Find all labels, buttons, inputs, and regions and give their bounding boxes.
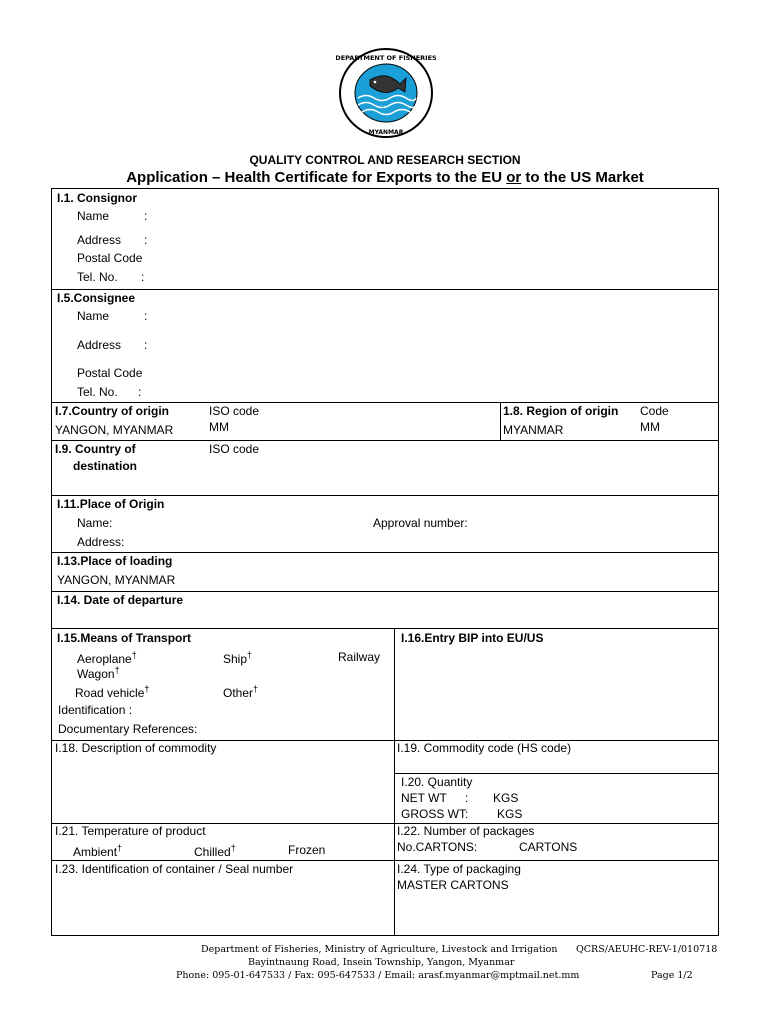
consignor-tel-label: Tel. No.	[77, 270, 118, 284]
temperature-frozen: Frozen	[288, 843, 326, 857]
ship-label: Ship	[223, 652, 248, 666]
commodity-code-heading: I.19. Commodity code (HS code)	[397, 741, 572, 755]
transport-wagon	[77, 665, 120, 681]
transport-identification: Identification :	[58, 703, 133, 717]
entry-bip-heading: I.16.Entry BIP into EU/US	[401, 631, 544, 645]
net-weight-unit: KGS	[493, 791, 519, 805]
origin-value: YANGON, MYANMAR	[55, 423, 174, 437]
region-code-label: Code	[640, 404, 669, 418]
transport-railway: Railway	[338, 650, 381, 664]
title-or: or	[506, 169, 522, 186]
ship-checkbox[interactable]: †	[247, 650, 253, 660]
origin-heading: I.7.Country of origin	[55, 404, 169, 418]
page-title	[0, 169, 770, 186]
quantity-heading: I.20. Quantity	[401, 775, 473, 789]
road-vehicle-label: Road vehicle	[75, 686, 145, 700]
temperature-ambient	[73, 843, 122, 859]
logo-top-text: DEPARTMENT OF FISHERIES	[336, 54, 436, 62]
footer-line-3: Phone: 095-01-647533 / Fax: 095-647533 / Email: arasf.myanmar@mptmail.net.mm	[176, 970, 580, 981]
approval-number-label: Approval number:	[373, 516, 468, 530]
net-weight-label: NET WT	[401, 791, 447, 805]
packages-heading: I.22. Number of packages	[397, 824, 535, 838]
consignee-name-colon: :	[144, 309, 148, 323]
commodity-description-heading: I.18. Description of commodity	[55, 741, 217, 755]
consignor-postal-label: Postal Code	[77, 251, 143, 265]
footer-line-2: Bayintnaung Road, Insein Township, Yangon, Myanmar	[248, 957, 515, 968]
destination-iso-label: ISO code	[209, 442, 260, 456]
chilled-label: Chilled	[194, 845, 231, 859]
gross-weight-label: GROSS WT:	[401, 807, 469, 821]
department-logo	[336, 46, 436, 141]
rule-container	[51, 860, 719, 861]
transport-ship	[223, 650, 252, 666]
destination-heading-line2: destination	[73, 459, 138, 473]
consignee-tel-colon: :	[138, 385, 142, 399]
title-part-2: to the US Market	[521, 169, 644, 186]
rule-departure	[51, 591, 719, 592]
transport-aeroplane	[77, 650, 137, 666]
loading-value: YANGON, MYANMAR	[57, 573, 176, 587]
ambient-checkbox[interactable]: †	[117, 843, 123, 853]
region-heading: 1.8. Region of origin	[503, 404, 619, 418]
aeroplane-checkbox[interactable]: †	[131, 650, 137, 660]
road-vehicle-checkbox[interactable]: †	[144, 684, 150, 694]
packages-unit: CARTONS	[519, 840, 578, 854]
transport-documentary: Documentary References:	[58, 722, 198, 736]
departure-heading: I.14. Date of departure	[57, 593, 184, 607]
transport-road	[75, 684, 149, 700]
region-value: MYANMAR	[503, 423, 564, 437]
consignor-tel-colon: :	[141, 270, 145, 284]
rule-transport	[51, 628, 719, 629]
consignee-name-label: Name	[77, 309, 110, 323]
consignee-postal-label: Postal Code	[77, 366, 143, 380]
title-part-1: Application – Health Certificate for Exports to the EU	[126, 169, 507, 186]
rule-destination	[51, 440, 719, 441]
footer-doc-code: QCRS/AEUHC-REV-1/010718	[576, 944, 718, 955]
other-checkbox[interactable]: †	[253, 684, 259, 694]
consignor-name-colon: :	[144, 209, 148, 223]
consignor-heading: I.1. Consignor	[57, 191, 138, 205]
wagon-label: Wagon	[77, 667, 115, 681]
consignor-address-label: Address	[77, 233, 122, 247]
place-origin-name: Name:	[77, 516, 113, 530]
place-origin-address: Address:	[77, 535, 125, 549]
aeroplane-label: Aeroplane	[77, 652, 132, 666]
rule-origin	[51, 402, 719, 403]
rule-quantity	[394, 773, 719, 774]
consignee-tel-label: Tel. No.	[77, 385, 118, 399]
rule-consignee	[51, 289, 719, 290]
rule-place-origin	[51, 495, 719, 496]
consignor-name-label: Name	[77, 209, 110, 223]
wagon-checkbox[interactable]: †	[114, 665, 120, 675]
footer-line-1: Department of Fisheries, Ministry of Agriculture, Livestock and Irrigation	[201, 944, 558, 955]
rule-loading	[51, 552, 719, 553]
place-origin-heading: I.11.Place of Origin	[57, 497, 165, 511]
container-heading: I.23. Identification of container / Seal number	[55, 862, 294, 876]
packaging-value: MASTER CARTONS	[397, 878, 509, 892]
transport-other	[223, 684, 258, 700]
divider-region	[500, 402, 501, 440]
packaging-heading: I.24. Type of packaging	[397, 862, 521, 876]
net-weight-colon: :	[465, 791, 469, 805]
gross-weight-unit: KGS	[497, 807, 523, 821]
origin-iso-label: ISO code	[209, 404, 260, 418]
packages-label: No.CARTONS:	[397, 840, 478, 854]
ambient-label: Ambient	[73, 845, 118, 859]
consignee-heading: I.5.Consignee	[57, 291, 136, 305]
section-heading: QUALITY CONTROL AND RESEARCH SECTION	[249, 153, 521, 167]
divider-transport	[394, 628, 395, 936]
region-code-value: MM	[640, 420, 660, 434]
transport-heading: I.15.Means of Transport	[57, 631, 192, 645]
temperature-chilled	[194, 843, 236, 859]
loading-heading: I.13.Place of loading	[57, 554, 173, 568]
temperature-heading: I.21. Temperature of product	[55, 824, 206, 838]
chilled-checkbox[interactable]: †	[230, 843, 236, 853]
destination-heading-line1: I.9. Country of	[55, 442, 136, 456]
footer-page-number: Page 1/2	[651, 970, 693, 981]
consignee-address-label: Address	[77, 338, 122, 352]
origin-iso-value: MM	[209, 420, 229, 434]
other-label: Other	[223, 686, 254, 700]
consignee-address-colon: :	[144, 338, 148, 352]
logo-bottom-text: MYANMAR	[368, 129, 404, 136]
consignor-address-colon: :	[144, 233, 148, 247]
